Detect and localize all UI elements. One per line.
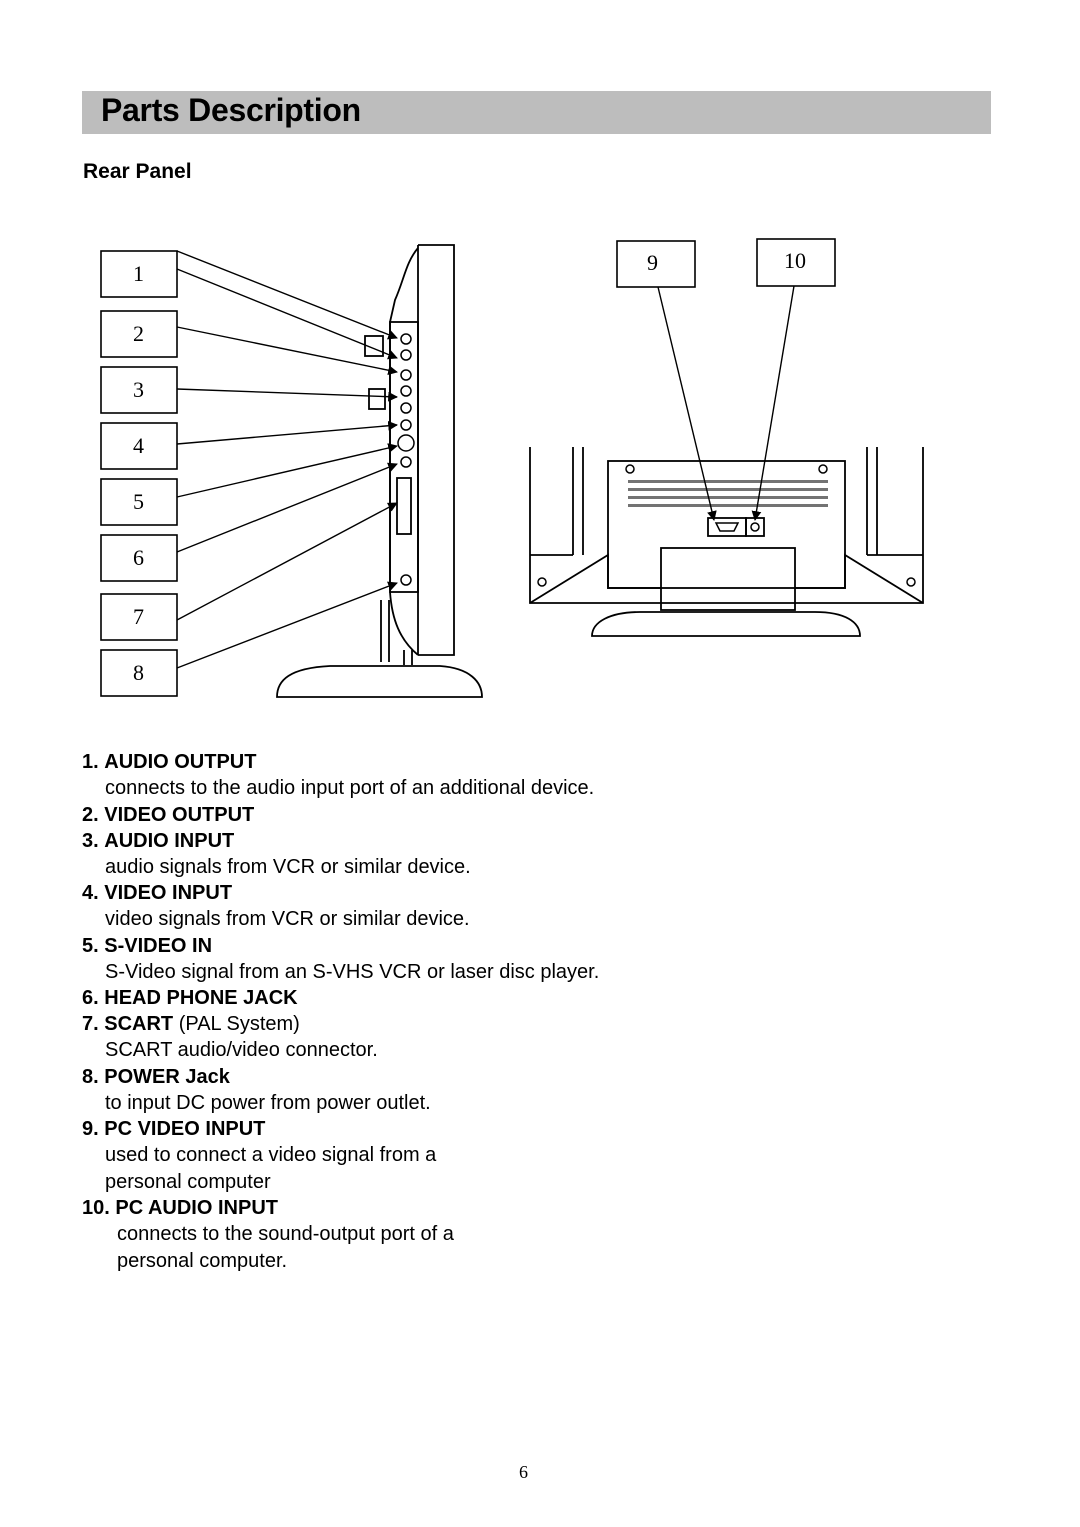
- part-description: video signals from VCR or similar device.: [105, 908, 470, 930]
- callout-box-10: [757, 239, 835, 286]
- part-name: S-VIDEO IN: [104, 934, 213, 957]
- part-number: 2.: [82, 803, 99, 826]
- part-number: 4.: [82, 882, 99, 904]
- callout-label-10: 10: [784, 248, 806, 273]
- callout-box-3: [101, 367, 177, 413]
- callout-box-1: [101, 251, 177, 297]
- part-description: used to connect a video signal from a: [105, 1144, 437, 1166]
- part-description: to input DC power from power outlet.: [105, 1091, 431, 1114]
- section-subtitle: Rear Panel: [83, 160, 192, 183]
- callout-box-8: [101, 650, 177, 696]
- part-item-6: [82, 985, 782, 1011]
- part-number: 9.: [82, 1118, 99, 1140]
- monitor-rear-view: [530, 447, 923, 636]
- rear-panel-diagram: [0, 0, 1080, 740]
- side-view-jacks: [398, 334, 414, 585]
- callout-box-6: [101, 535, 177, 581]
- rear-vent-grille: [628, 480, 828, 507]
- part-item-2: [82, 802, 782, 828]
- callout-box-7: [101, 594, 177, 640]
- parts-list: [82, 749, 782, 1274]
- callout-box-2: [101, 311, 177, 357]
- callout-label-3: 3: [133, 377, 144, 402]
- part-description: S-Video signal from an S-VHS VCR or laser disc player.: [105, 960, 600, 983]
- callout-label-5: 5: [133, 489, 144, 514]
- part-number: 8.: [82, 1065, 99, 1088]
- part-name: SCART: [104, 1013, 174, 1035]
- callout-box-4: [101, 423, 177, 469]
- leader-lines-left: [177, 251, 397, 668]
- part-name: PC AUDIO INPUT: [115, 1197, 278, 1219]
- part-item-5: [82, 933, 782, 986]
- part-description: connects to the sound-output port of a: [117, 1223, 454, 1245]
- part-number: 6.: [82, 987, 99, 1009]
- part-item-10: [82, 1195, 782, 1274]
- callout-label-7: 7: [133, 604, 144, 629]
- part-name-extra: (PAL System): [173, 1013, 300, 1035]
- callout-label-8: 8: [133, 660, 144, 685]
- rear-view-details: [538, 465, 915, 586]
- part-name: PC VIDEO INPUT: [104, 1118, 266, 1140]
- part-description: personal computer.: [117, 1249, 288, 1272]
- part-description: SCART audio/video connector.: [105, 1039, 378, 1061]
- part-item-8: [82, 1064, 782, 1117]
- part-description: personal computer: [105, 1170, 271, 1193]
- callout-label-4: 4: [133, 433, 144, 458]
- part-name: HEAD PHONE JACK: [104, 987, 298, 1009]
- part-description: audio signals from VCR or similar device.: [105, 855, 471, 878]
- leader-lines-right: [658, 286, 794, 520]
- page-title: Parts Description: [101, 92, 361, 128]
- part-item-4: [82, 880, 782, 933]
- callout-label-2: 2: [133, 321, 144, 346]
- callout-box-9: [617, 241, 695, 287]
- part-name: AUDIO OUTPUT: [104, 751, 257, 773]
- part-item-3: [82, 828, 782, 881]
- part-name: VIDEO INPUT: [104, 882, 233, 904]
- part-number: 1.: [82, 751, 99, 773]
- part-item-7: [82, 1011, 782, 1064]
- part-item-1: [82, 749, 782, 802]
- callout-label-6: 6: [133, 545, 144, 570]
- callout-label-9: 9: [647, 250, 658, 275]
- part-number: 3.: [82, 829, 99, 852]
- page-number: 6: [519, 1462, 528, 1482]
- callout-label-1: 1: [133, 261, 144, 286]
- part-number: 5.: [82, 934, 99, 957]
- part-item-9: [82, 1116, 782, 1195]
- part-number: 10.: [82, 1197, 110, 1219]
- part-description: connects to the audio input port of an additional device.: [105, 777, 595, 799]
- callout-box-5: [101, 479, 177, 525]
- part-number: 7.: [82, 1013, 99, 1035]
- part-name: AUDIO INPUT: [104, 829, 235, 852]
- part-name: VIDEO OUTPUT: [104, 803, 255, 826]
- part-name: POWER Jack: [104, 1065, 230, 1088]
